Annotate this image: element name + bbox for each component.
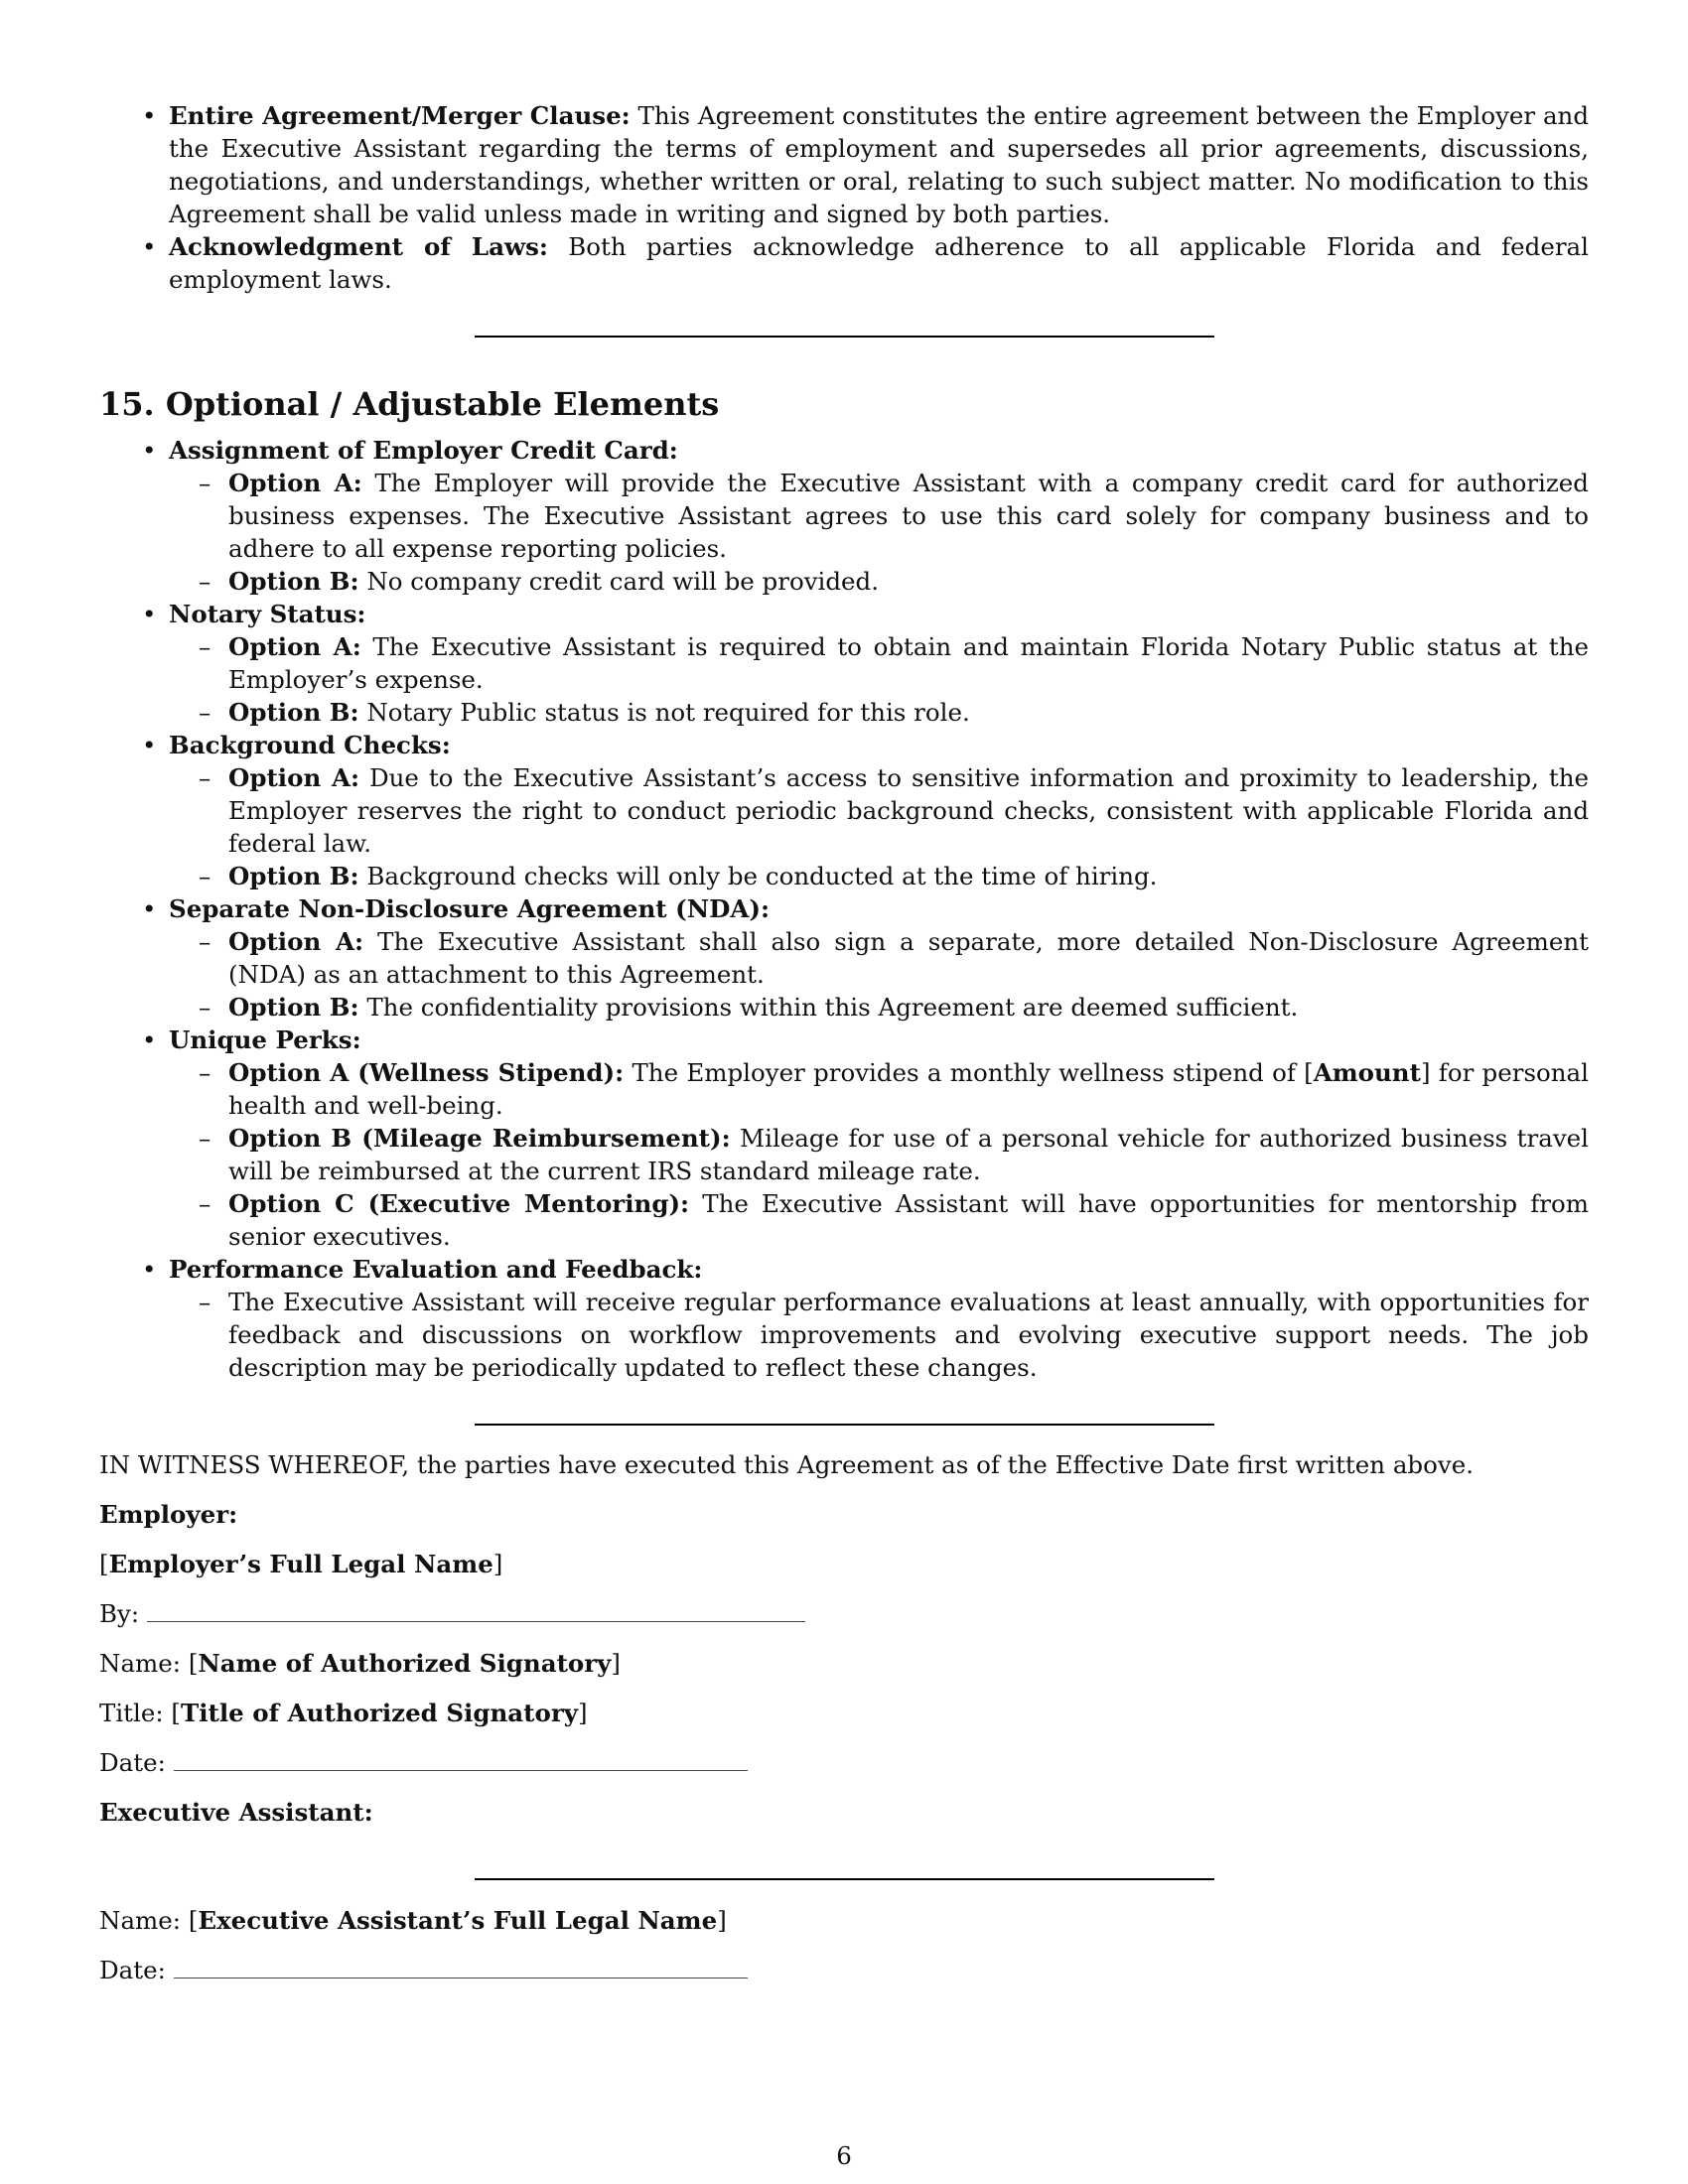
option-text: The Executive Assistant shall also sign a separate, more detailed Non-Disclosure Agreement (NDA) as an attachment to this Agreement. bbox=[228, 927, 1589, 989]
list-item bbox=[169, 1024, 1589, 1253]
sub-list-item bbox=[228, 860, 1589, 892]
sub-list-item bbox=[228, 1122, 1589, 1187]
document-page bbox=[99, 99, 1589, 1986]
horizontal-divider bbox=[475, 336, 1214, 338]
title-placeholder: Title of Authorized Signatory bbox=[180, 1699, 578, 1727]
option-text: Notary Public status is not required for this role. bbox=[358, 698, 970, 727]
item-text: Both parties acknowledge adherence to all applicable Florida and federal employment laws. bbox=[169, 232, 1589, 294]
signatory-placeholder: Name of Authorized Signatory bbox=[198, 1649, 612, 1678]
option-label: Option A: bbox=[228, 763, 359, 792]
signature-blank[interactable] bbox=[147, 1601, 805, 1622]
date-label: Date: bbox=[99, 1748, 166, 1777]
item-label: Entire Agreement/Merger Clause: bbox=[169, 101, 631, 130]
item-label: Performance Evaluation and Feedback: bbox=[169, 1255, 703, 1284]
name-label: Name: bbox=[99, 1906, 182, 1935]
item-label: Background Checks: bbox=[169, 731, 451, 759]
option-text: Background checks will only be conducted at the time of hiring. bbox=[358, 862, 1158, 890]
sub-list-item bbox=[228, 925, 1589, 991]
sub-list-item bbox=[228, 761, 1589, 860]
horizontal-divider bbox=[475, 1424, 1214, 1426]
option-label: Option B: bbox=[228, 862, 359, 890]
sub-list-item bbox=[228, 630, 1589, 696]
section-heading: 15. Optional / Adjustable Elements bbox=[99, 385, 720, 423]
sub-list bbox=[169, 761, 1589, 892]
amount-placeholder: Amount bbox=[1313, 1058, 1421, 1087]
date-blank[interactable] bbox=[174, 1750, 748, 1771]
option-text: Mileage for use of a personal vehicle for authorized business travel will be reimbursed at the current IRS standard mileage rate. bbox=[228, 1124, 1590, 1185]
option-label: Option A: bbox=[228, 469, 362, 497]
option-text: The Executive Assistant is required to obtain and maintain Florida Notary Public status at the Employer’s expense. bbox=[228, 632, 1589, 694]
option-text: Due to the Executive Assistant’s access to sensitive information and proximity to leadership, the Employer reserves the right to conduct periodic background checks, consistent with applicable Florida and federal law. bbox=[228, 763, 1589, 858]
employer-date-line bbox=[99, 1746, 1589, 1779]
options-list bbox=[99, 434, 1589, 1384]
option-text: The Employer will provide the Executive Assistant with a company credit card for authorized business expenses. The Executive Assistant agrees to use this card solely for company business and to adhere to all expense reporting policies. bbox=[228, 469, 1589, 563]
list-item bbox=[169, 598, 1589, 729]
witness-clause: IN WITNESS WHEREOF, the parties have executed this Agreement as of the Effective Date first written above. bbox=[99, 1450, 1474, 1479]
employer-name-placeholder: Employer’s Full Legal Name bbox=[108, 1550, 493, 1578]
title-label: Title: bbox=[99, 1699, 164, 1727]
option-label: Option A (Wellness Stipend): bbox=[228, 1058, 625, 1087]
option-text: No company credit card will be provided. bbox=[358, 567, 880, 596]
option-label: Option C (Executive Mentoring): bbox=[228, 1189, 690, 1218]
by-label: By: bbox=[99, 1599, 140, 1628]
item-label: Acknowledgment of Laws: bbox=[169, 232, 548, 261]
list-item bbox=[169, 99, 1589, 230]
employer-by-line bbox=[99, 1597, 1589, 1630]
sub-list-item bbox=[228, 565, 1589, 598]
sub-list-item bbox=[228, 991, 1589, 1024]
sub-list-item bbox=[228, 1056, 1589, 1122]
option-label: Option A: bbox=[228, 632, 361, 661]
option-label: Option B (Mileage Reimbursement): bbox=[228, 1124, 731, 1153]
list-item bbox=[169, 434, 1589, 598]
option-text: The Executive Assistant will have opportunities for mentorship from senior executives. bbox=[228, 1189, 1590, 1251]
list-item bbox=[169, 1253, 1589, 1384]
list-item bbox=[169, 230, 1589, 296]
assistant-name: Name: [Executive Assistant’s Full Legal Name] bbox=[99, 1906, 727, 1935]
name-label: Name: bbox=[99, 1649, 182, 1678]
item-label: Unique Perks: bbox=[169, 1025, 361, 1054]
sub-list-item bbox=[228, 1187, 1589, 1253]
assistant-heading: Executive Assistant: bbox=[99, 1798, 373, 1827]
employer-heading: Employer: bbox=[99, 1500, 238, 1529]
item-text: This Agreement constitutes the entire agreement between the Employer and the Executive Assistant regarding the terms of employment and supersedes all prior agreements, discussions, negotiations, and understandings, whether written or oral, relating to such subject matter. No modification to this Agreement shall be valid unless made in writing and signed by both parties. bbox=[169, 101, 1590, 228]
item-label: Separate Non-Disclosure Agreement (NDA): bbox=[169, 894, 771, 923]
option-text-after: ] for personal health and well-being. bbox=[228, 1058, 1589, 1120]
employer-signatory-name: Name: [Name of Authorized Signatory] bbox=[99, 1649, 621, 1678]
option-label: Option A: bbox=[228, 927, 364, 956]
employer-name: [Employer’s Full Legal Name] bbox=[99, 1550, 503, 1578]
date-blank[interactable] bbox=[174, 1958, 748, 1979]
option-text: The Employer provides a monthly wellness stipend of [ bbox=[624, 1058, 1314, 1087]
sub-list bbox=[169, 1286, 1589, 1384]
sub-list-item bbox=[228, 467, 1589, 565]
option-text: The confidentiality provisions within this Agreement are deemed sufficient. bbox=[358, 993, 1299, 1022]
option-label: Option B: bbox=[228, 567, 359, 596]
sub-list bbox=[169, 1056, 1589, 1253]
sub-list bbox=[169, 467, 1589, 598]
list-item bbox=[169, 892, 1589, 1024]
intro-list bbox=[99, 99, 1589, 296]
sub-list bbox=[169, 925, 1589, 1024]
option-label: Option B: bbox=[228, 698, 359, 727]
signature-line[interactable] bbox=[475, 1878, 1214, 1880]
option-text: The Executive Assistant will receive regular performance evaluations at least annually, with opportunities for feedback and discussions on workflow improvements and evolving executive support needs. The job description may be periodically updated to reflect these changes. bbox=[228, 1288, 1589, 1382]
sub-list bbox=[169, 630, 1589, 729]
item-label: Notary Status: bbox=[169, 600, 366, 628]
item-label: Assignment of Employer Credit Card: bbox=[169, 436, 678, 465]
sub-list-item bbox=[228, 696, 1589, 729]
date-label: Date: bbox=[99, 1956, 166, 1984]
sub-list-item bbox=[228, 1286, 1589, 1384]
assistant-date-line bbox=[99, 1954, 1589, 1986]
employer-signatory-title: Title: [Title of Authorized Signatory] bbox=[99, 1699, 588, 1727]
page-number: 6 bbox=[836, 2141, 852, 2170]
option-label: Option B: bbox=[228, 993, 359, 1022]
assistant-name-placeholder: Executive Assistant’s Full Legal Name bbox=[198, 1906, 718, 1935]
list-item bbox=[169, 729, 1589, 892]
